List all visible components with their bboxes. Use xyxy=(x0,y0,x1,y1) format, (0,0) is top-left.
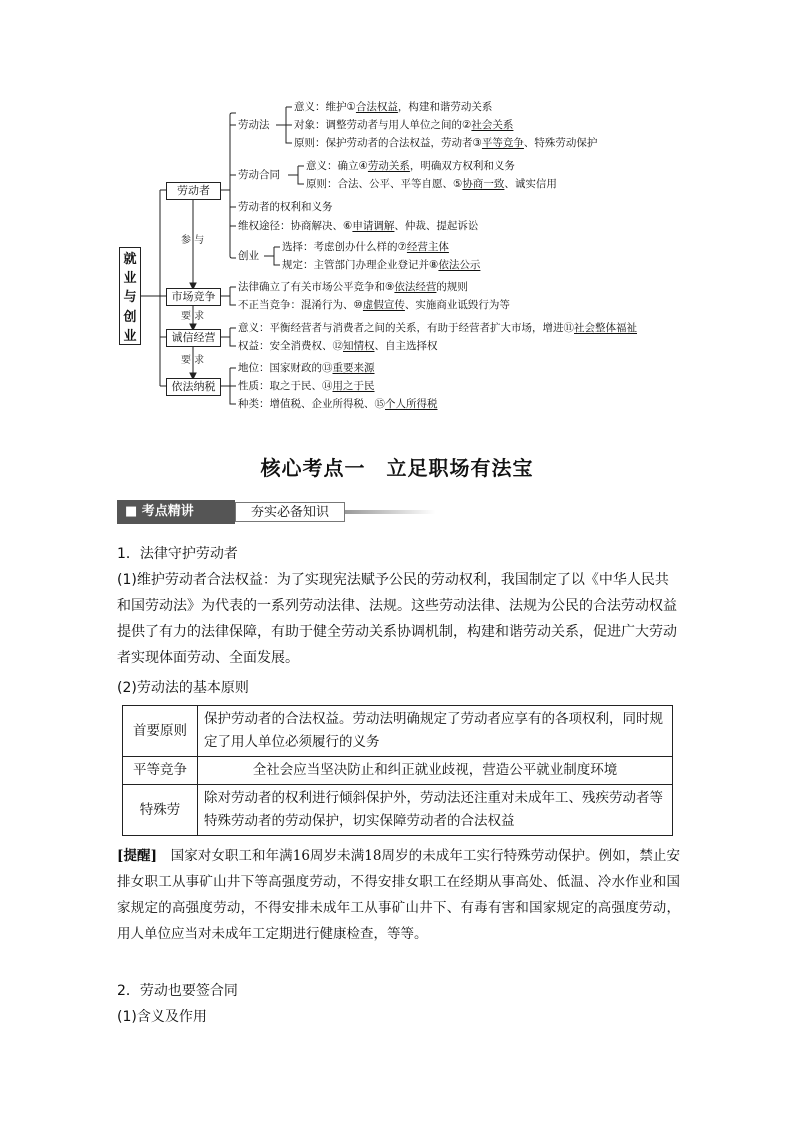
principles-table xyxy=(122,705,673,836)
banner-sublabel: 夯实必备知识 xyxy=(235,502,345,522)
weiquan: 维权途径：协商解决、⑥申请调解、仲裁、提起诉讼 xyxy=(238,220,479,232)
root-char: 与 xyxy=(123,290,137,306)
table-head-cell: 特殊劳 xyxy=(123,785,198,836)
node-chengxin: 诚信经营 xyxy=(166,329,221,347)
root-char: 业 xyxy=(123,271,137,287)
chuangye-guiding: 规定：主管部门办理企业登记并⑧依法公示 xyxy=(282,259,481,271)
yifa-b: 性质：取之于民、⑭用之于民 xyxy=(238,380,375,392)
table-body-cell: 保护劳动者的合法权益。劳动法明确规定了劳动者应享有的各项权利，同时规定了用人单位必须履行的义务 xyxy=(198,706,673,757)
table-head-cell: 首要原则 xyxy=(123,706,198,757)
node-laodongzhe: 劳动者 xyxy=(166,182,221,200)
table-row xyxy=(123,785,673,836)
chengxin-a: 意义：平衡经营者与消费者之间的关系，有助于经营者扩大市场，增进⑪社会整体福祉 xyxy=(238,322,637,334)
mindmap-connectors xyxy=(0,0,794,420)
relation-canyu: 参 与 xyxy=(181,235,205,246)
reminder-label: [提醒] xyxy=(117,848,157,864)
table-body-cell: 除对劳动者的权利进行倾斜保护外，劳动法还注重对未成年工、残疾劳动者等特殊劳动者的劳动保护，切实保障劳动者的合法权益 xyxy=(198,785,673,836)
chuangye-xuanze: 选择：考虑创办什么样的⑦经营主体 xyxy=(282,241,449,253)
root-char: 创 xyxy=(123,309,137,325)
banner-label: ■ 考点精讲 xyxy=(117,500,235,524)
hetong-yuanze: 原则：合法、公平、平等自愿、⑤协商一致、诚实信用 xyxy=(306,178,557,190)
section1-heading: 1．法律守护劳动者 xyxy=(117,546,238,562)
section-banner xyxy=(117,500,435,524)
root-char: 就 xyxy=(123,252,137,268)
label-hetong: 劳动合同 xyxy=(238,169,280,181)
section1-paragraph: (1)维护劳动者合法权益：为了实现宪法赋予公民的劳动权利，我国制定了以《中华人民共和国劳动法》为代表的一系列劳动法律、法规。这些劳动法律、法规为公民的合法劳动权益提供了有力的法律保障，有助于健全劳动关系协调机制，构建和谐劳动关系，促进广大劳动者实现体面劳动、全面发展。 xyxy=(117,572,677,666)
relation-yaoqiu-1: 要 求 xyxy=(181,311,205,322)
laodongfa-yuanze: 原则：保护劳动者的合法权益，劳动者③平等竞争、特殊劳动保护 xyxy=(294,137,598,149)
root-char: 业 xyxy=(123,328,137,344)
table-body-cell: 全社会应当坚决防止和纠正就业歧视，营造公平就业制度环境 xyxy=(198,757,673,785)
table-row xyxy=(123,757,673,785)
page-title: 核心考点一 立足职场有法宝 xyxy=(260,456,534,480)
label-chuangye: 创业 xyxy=(238,250,259,262)
table-row xyxy=(123,706,673,757)
node-yifa: 依法纳税 xyxy=(166,378,221,396)
banner-decoration xyxy=(345,510,435,514)
reminder-note xyxy=(117,843,680,947)
relation-yaoqiu-2: 要 求 xyxy=(181,355,205,366)
quanli-yiwu: 劳动者的权利和义务 xyxy=(238,201,333,213)
root-node xyxy=(119,247,141,345)
yifa-c: 种类：增值税、企业所得税、⑮个人所得税 xyxy=(238,398,438,410)
yifa-a: 地位：国家财政的⑬重要来源 xyxy=(238,362,375,374)
hetong-yiyi: 意义：确立④劳动关系，明确双方权利和义务 xyxy=(306,160,515,172)
shichang-a: 法律确立了有关市场公平竞争和⑨依法经营的规则 xyxy=(238,281,468,293)
shichang-b: 不正当竞争：混淆行为、⑩虚假宣传、实施商业诋毁行为等 xyxy=(238,299,510,311)
laodongfa-yiyi: 意义：维护①合法权益，构建和谐劳动关系 xyxy=(294,101,493,113)
chengxin-b: 权益：安全消费权、⑫知情权、自主选择权 xyxy=(238,340,438,352)
section1-subheading: (2)劳动法的基本原则 xyxy=(117,680,249,696)
laodongfa-duixiang: 对象：调整劳动者与用人单位之间的②社会关系 xyxy=(294,119,514,131)
section2-heading: 2．劳动也要签合同 xyxy=(117,983,238,999)
node-shichang: 市场竞争 xyxy=(166,288,221,306)
reminder-text: 国家对女职工和年满16周岁未满18周岁的未成年工实行特殊劳动保护。例如，禁止安排女职工从事矿山井下等高强度劳动，不得安排女职工在经期从事高处、低温、冷水作业和国家规定的高强度劳动，不得安排未成年工从事矿山井下、有毒有害和国家规定的高强度劳动，用人单位应当对未成年工定期进行健康检查，等等。 xyxy=(117,848,680,942)
table-head-cell: 平等竞争 xyxy=(123,757,198,785)
section2-subheading: (1)含义及作用 xyxy=(117,1009,207,1025)
label-laodongfa: 劳动法 xyxy=(238,119,270,131)
